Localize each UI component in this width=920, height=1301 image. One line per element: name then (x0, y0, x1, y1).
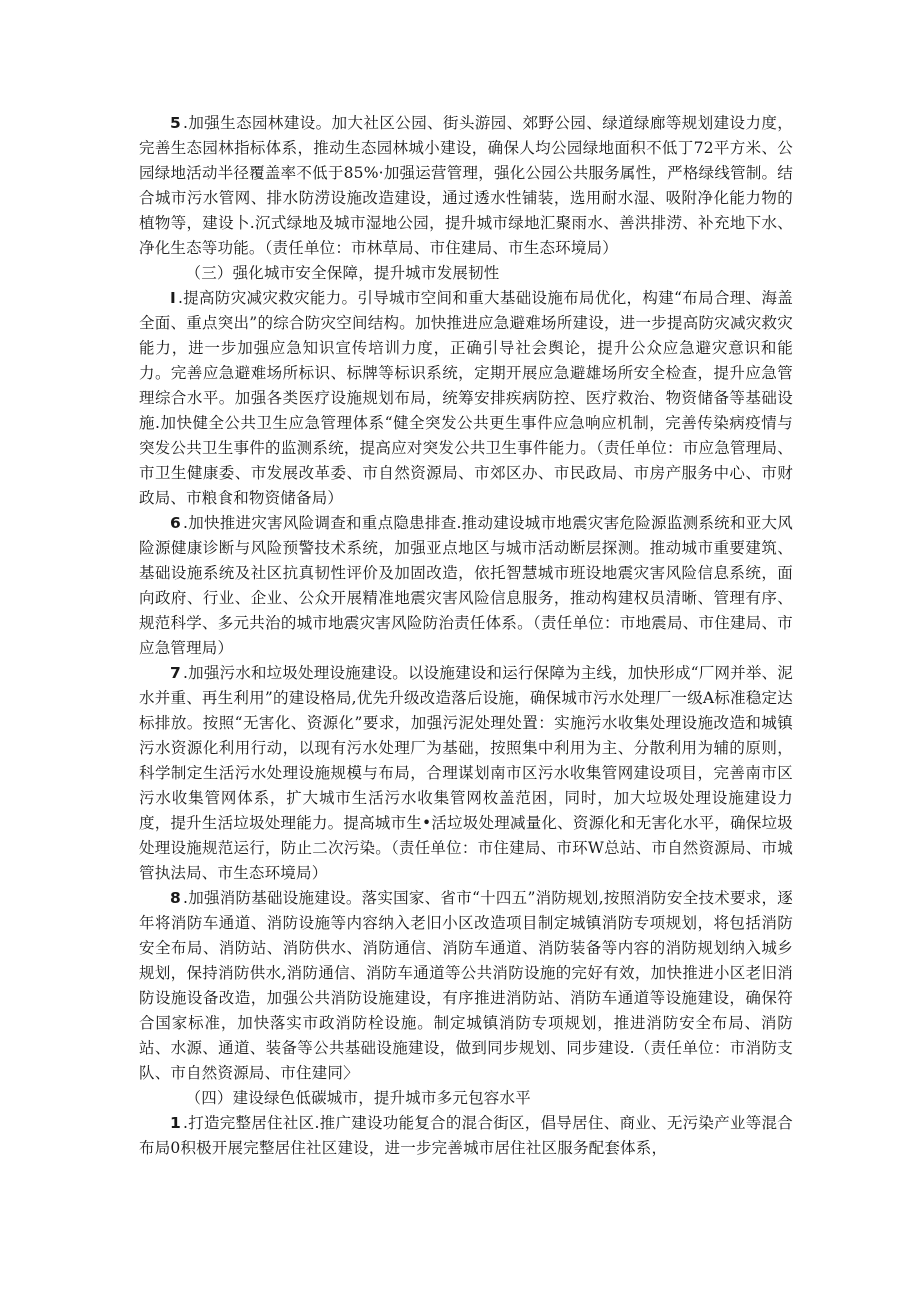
paragraph-number: 7 (170, 664, 181, 682)
paragraph-complete-communities (139, 1111, 793, 1161)
document-page (139, 111, 793, 1161)
paragraph-fire-infrastructure (139, 886, 793, 1086)
paragraph-text: .加强生态园林建设。加大社区公园、街头游园、郊野公园、绿道绿廊等规划建设力度，完善生态园林指标体系，推动生态园林城小建设，确保人均公园绿地面积不低丁72平方米、公园绿地活动半径覆盖率不低于85%·加强运营管理，强化公园公共服务属性，严格绿线管制。结合城市污水管网、排水防涝设施改造建设，通过透水性铺装，选用耐水湿、吸附净化能力物的植物等，建设卜.沉式绿地及城市湿地公园，提升城市绿地汇聚雨水、善洪排涝、补充地下水、净化生态等功能。（责任单位：市林草局、市住建局、市生态环境局） (139, 114, 793, 257)
paragraph-number: 8 (170, 889, 181, 907)
section-heading-green-low-carbon: （四）建设绿色低碳城市，提升城市多元包容水平 (185, 1089, 531, 1107)
paragraph-number: 1 (170, 1114, 181, 1132)
paragraph-text: .提高防灾减灾救灾能力。引导城市空间和重大基础设施布局优化，构建“布局合理、海盖全面、重点突出”的综合防灾空间结构。加快推进应急避难场所建设，进一步提高防灾减灾救灾能力，进一步加强应急知识宣传培训力度，正确引导社会舆论，提升公众应急避灾意识和能力。完善应急避难场所标识、标牌等标识系统，定期开展应急避雄场所安全检查，提升应急管理综合水平。加强各类医疗设施规划布局，统筹安排疾病防控、医疗救治、物资储备等基础设施.加快健全公共卫生应急管理体系“健全突发公共更生事件应急响应机制，完善传染病疫情与突发公共卫生事件的监测系统，提高应对突发公共卫生事件能力。（责任单位：市应急管理局、市卫生健康委、市发展改革委、市自然资源局、市郊区办、市民政局、市房产服务中心、市财政局、市粮食和物资储备局） (139, 289, 793, 507)
paragraph-number: 5 (170, 114, 181, 132)
paragraph-text: .加强污水和垃圾处理设施建设。以设施建设和运行保障为主线，加快形成“厂网并举、泥水并重、再生利用”的建设格局,优先升级改造落后设施，确保城市污水处理厂一级A标准稳定达标排放。按照“无害化、资源化”要求，加强污泥处理处置：实施污水收集处理设施改造和城镇污水资源化利用行动，以现有污水处理厂为基础，按照集中利用为主、分散利用为辅的原则，科学制定生活污水处理设施规模与布局，合理谋划南市区污水收集管网建设项目，完善南市区污水收集管网体系，扩大城市生活污水收集管网枚盖范困，同时，加大垃圾处理设施建设力度，提升生活垃圾处理能力。提高城市生•活垃圾处理减量化、资源化和无害化水平，确保垃圾处理设施规范运行，防止二次污染。（责任单位：市住建局、市环W总站、市自然资源局、市城管执法局、市生态环境局） (139, 664, 793, 882)
paragraph-sewage-and-waste (139, 661, 793, 886)
paragraph-text: .打造完整居住社区.推广建设功能复合的混合街区，倡导居住、商业、无污染产业等混合布局0积极开展完整居住社区建设，进一步完善城市居住社区服务配套体系， (139, 1114, 793, 1157)
paragraph-text: .加快推进灾害风险调查和重点隐患排查.推动建设城市地震灾害危险源监测系统和亚大风险源健康诊断与风险预警技术系统，加强亚点地区与城市活动断层探测。推动城市重要建筑、基础设施系统及社区抗真韧性评价及加固改造，依托智慧城市班设地震灾害风险信息系统，面向政府、行业、企业、公众开展精准地震灾害风险信息服务，推动构建权员清晰、管理有序、规范科学、多元共治的城市地震灾害风险防治责任体系。（责任单位：市地震局、市住建局、市应急管理局） (139, 514, 793, 657)
paragraph-number: 6 (170, 514, 181, 532)
paragraph-disaster-risk-survey (139, 511, 793, 661)
paragraph-number: I (170, 289, 176, 307)
section-heading-urban-safety: （三）强化城市安全保障，提升城市发展韧性 (185, 264, 500, 282)
paragraph-disaster-prevention (139, 286, 793, 511)
paragraph-text: .加强消防基础设施建设。落实国家、省市“十四五”消防规划,按照消防安全技术要求，逐年将消防车通道、消防设施等内容纳入老旧小区改造项目制定城镇消防专项规划，将包括消防安全布局、消防站、消防供水、消防通信、消防车通道、消防装备等内容的消防规划纳入城乡规划，保持消防供水,消防通信、消防车通道等公共消防设施的完好有效，加快推进小区老旧消防设施设备改造，加强公共消防设施建设，有序推进消防站、消防车通道等设施建设，确保符合国家标准，加快落实市政消防栓设施。制定城镇消防专项规划，推进消防安全布局、消防站、水源、通道、装备等公共基础设施建设，做到同步规划、同步建设.（责任单位：市消防支队、市自然资源局、市住建同〉 (139, 889, 793, 1082)
paragraph-ecological-gardens (139, 111, 793, 261)
